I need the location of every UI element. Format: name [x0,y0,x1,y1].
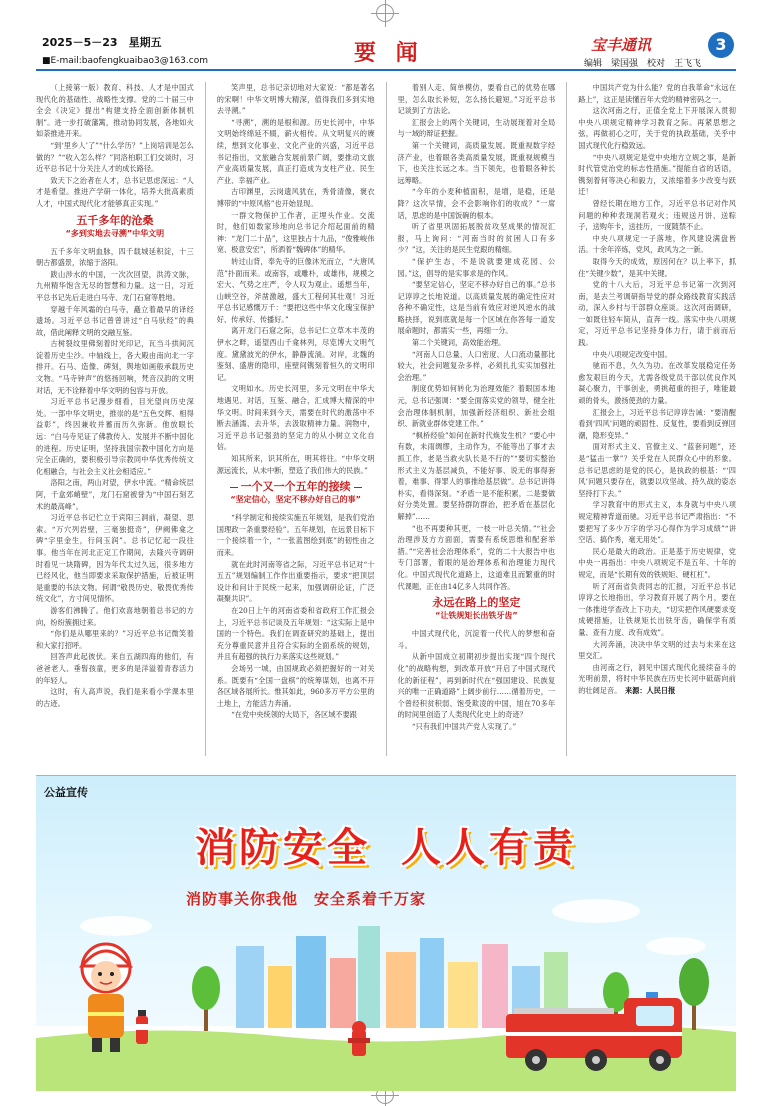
paragraph: “今年的小麦种植面积，是增，是稳，还是降？这次早情，会不会影响你们的收成？”一席话，思虑的是中国饭碗的根本。 [397,187,556,220]
newspaper-name: 宝丰通讯 [591,36,652,54]
paragraph: 这次河南之行，正值全党上下开展深入贯彻中央八项规定精神学习教育之际。再紧思想之弦，再做初心之叮，关于党的执政基础，关乎中国式现代化行稳致远。 [578,106,736,150]
section-heading-sub: “坚定信心，坚定不移办好自己的事” [230,495,361,505]
article-source: 来源：人民日报 [624,685,676,695]
paragraph: 离开龙门石窟之际，总书记仁立草木丰茂的伊水之畔，遥望西山千龛林列，尽览博大文明气度。黛黛波光的伊水，静静流淌。对岸，北魏的鉴刻、盛唐的隐印，座壁间镌刻着恒久的文明印记。 [216,326,375,382]
paragraph: 致天下之治者在人才，总书记思虑深远：“人才是希望。推进产学研一体化，培养大批高素质人才，中国式现代化才能够真正实现。” [36,175,194,208]
paragraph: 中国共产党为什么能？党的自我革命“永远在路上”，这正是读懂百年大党的精神密码之一。 [578,83,736,104]
paragraph: 由河南之行，洞见中国式现代化接续奋斗的光明前景，将时中华民族在历史长河中砥砺向前的壮阔足音。 来源：人民日报 [578,662,736,695]
header-rule [36,69,736,71]
paragraph: 听了河南省负责同志的汇报，习近平总书记谆谆之长地指出，学习教育开展了两个月，要在一体推进学查改上下功夫，“切实把作风硬要求变成硬措施，让铁规矩长出铁牙齿，确保学有质量、查有力度、改有成效”。 [578,581,736,637]
ad-headline-left: 消防安全 [195,825,371,871]
section-title: 要 闻 [354,40,424,66]
paragraph: 听了省里巩固拓展脱贫攻坚成果的情况汇报，马上询问：“河南当时的贫困人口有多少？”这，关注的是民生党跟的精细。 [397,222,556,255]
paragraph: “到‘里乡人’了”“什么学历？”上岗培训是怎么做的？”“收入怎么样？”同洛柏职工们交谈时，习近平总书记十分关注人才的成长路径。 [36,140,194,174]
column-divider [386,82,387,756]
ad-slogan: 消防事关你我他 安全系着千万家 [186,890,427,908]
section-heading-main: 永远在路上的坚定 [432,596,521,610]
paragraph: “只有我们中国共产党人实现了。” [411,721,517,731]
paragraph: 习近平总书记漫步细看，目光望向历史深处。一部中华文明史，推崇的是“五色交辉、相得益彰”，终因兼收并蓄而历久弥新。他放眼长远：“白马寺见证了佛教传入、发展并不断中国化的进程。历史证明，坚持我国宗教中国化方向是完全正确的，要积极引导宗教同中华优秀传统文化相融合，与社会主义社会相适应。” [36,397,194,476]
column-2 [217,82,375,756]
ad-tag: 公益宣传 [44,786,88,799]
paragraph: 在20日上午的河南省委和省政府工作汇报会上，习近平总书记谈及五年规划：“这实际上是中国的一个特色。我们在调查研究的基础上，提出充分尊重民意并且符合实际的全面系统的规划，并且有超强的执行力来落实这些规划。” [216,605,375,662]
paragraph: 取得今天的成效，原因何在？以上率下，抓住“关键少数”，是其中关键。 [578,256,736,278]
paragraph: 习近平总书记伫立于宾阳三洞前，凝望、思索。“万穴列岩壁，三毫独挺奇”，伊阙佛龛之碑“字里金生，行间玉润”。总书记忆起一段往事。他当年在河北正定工作期间，去隆兴寺调研时看见一块隋碑，因为年代太过久远，很多地方已经风化，他当即要求采取保护措施，后被证明是重要的书法文物。何谓“敬畏历史、敬畏优秀传统文化”，方寸间见情怀。 [36,513,194,604]
paragraph: 着别人走、简单模仿，要看自己的优势在哪里，怎么取长补短，怎么扬长避短。”习近平总书记谈到了方法论。 [397,83,556,116]
page-header [36,30,736,72]
page-number: 3 [708,32,734,58]
paragraph: （上接第一版）教育、科技、人才是中国式现代化的基础性、战略性支撑。党的二十届三中全会《决定》提出“构建支持全面创新体制机制”。进一步打破藩篱，推动协同发展，各地如火如荼推进开来。 [36,83,194,139]
paragraph: 驰而不息，久久为功。在改革发展稳定任务愈发艰巨的今天，尤需各级党员干部以优良作风凝心聚力，干事创业，勇挑超重的担子，唯能最顽的骨头，激扬使劲的力量。 [578,361,736,406]
paragraph: 学习教育中的形式主义，本身就与中央八项规定精神背道而驰。习近平总书记严肃指出：“不要把写了多少万字的学习心得作为学习成绩”“讲空话、搞作秀，毫无用处”。 [578,500,736,545]
section-heading [397,596,555,622]
section-heading-main: 一个又一个五年的接续 [217,480,375,494]
section-heading-main: 五千多年的沧桑 [76,213,154,227]
section-heading [217,480,375,506]
paragraph: 中国式现代化，沉淀着一代代人的梦想和奋斗。 [397,629,556,650]
paragraph: 一群文物保护工作者，正埋头作业。交流时，他们如数家珍地向总书记介绍起面前的精神：“龙门二十品”，这里独占十九品，“俊雅峻伟宽、极意安宏”，所洒着“魏碑体”的精华。 [216,210,375,255]
paragraph: 民心是最大的政治。正是基于历史规律，党中央一再指出：中央八项规定不是五年、十年的规定，而是“长期有效的铁规矩、硬杠杠”。 [578,546,736,579]
paragraph: 中央八项规定改变中国。 [592,349,672,359]
paragraph: “你们是从哪里来的？”习近平总书记微笑着和大家打招呼。 [36,629,194,650]
paragraph: 汇报会上的两个关键词，生动展现着对全局与一域的辩证把握。 [397,117,556,139]
fire-extinguisher-icon [136,1010,148,1044]
issue-date: 2025－5－23 星期五 [42,36,162,49]
paragraph: 会场另一城，由国规政必须把握好的一对关系。既要有“全国一盘棋”的统筹谋划，也离不开各区域各展所长。惟其如此，960多万平方公里的土地上，方能活力奔涌。 [216,663,375,708]
paragraph: 穿越千年风霜的白马寺，矗立着最早的译经遗场。习近平总书记曾曾讲过“白马驮经”的典故，借此阐释文明的交融互鉴。 [36,304,194,337]
paragraph: 大河奔涌，决决中华文明的过去与未来在这里交汇。 [578,639,736,661]
section-heading-sub: “让铁规矩长出铁牙齿” [435,611,518,621]
paragraph: “中央八项规定是党中央地方立规之事，是新时代管党治党的标志性措施。”提能自省的话语，镌刻着何等决心和毅力，又浓缩着多少改变与跃迁！ [578,152,736,197]
paragraph: “保护生态，不是说就要建成花园、公园。”这，倡导的是实事求是的作风。 [397,256,556,278]
paragraph: 转过山背，奉先寺的巨像沐光而立，“大唐风范”扑面而来。或南容，或雕朴，或雄伟，规模之宏大、气势之庄严，令人叹为观止。遥想当年，山峡空谷，斧凿激越，盛大工程何其壮观！习近平总书记感慨万千：“要把这些中华文化瑰宝保护好、传承好、传播好。” [216,256,375,324]
column-divider [205,82,206,756]
ad-headline-right: 人人有责 [401,825,577,871]
editor-credits: 编辑 梁国强 校对 王飞飞 [584,59,702,69]
paragraph: “要坚定信心，坚定不移办好自己的事。”总书记谆谆之长地说道。以高质量发展的确定性应对各种不确定性，这是当前有效应对逆风逆水的战略抉择，说到底就是每一个区域在你答每一道发展命题时，都需实一些，再细一分。 [397,280,556,336]
public-service-ad [36,775,736,1091]
paragraph: 五千多年文明血脉，四千载城延积淀，十三朝古都盛景，浓缩于洛阳。 [36,246,194,268]
paragraph: 这时，有人高声说，我们是来看小学课本里的古迹。 [36,687,194,708]
section-heading-sub: “多到实地去寻溯”中华文明 [65,228,165,238]
registration-mark-top [376,4,394,22]
paragraph: 就在此时河南等省之际，习近平总书记对“十五五”规划编制工作作出重要指示，要求“把顶层设计和问计于民统一起来，加强调研论证，广泛凝聚共识”。 [216,559,375,604]
column-3 [397,82,555,756]
paragraph: 曾经长期在地方工作，习近平总书记对作风问题的种种表现洞若观火；违规送月饼、送粽子，送购年卡，送挂历，一度随禁不止。 [578,198,736,232]
ad-headline [36,816,736,873]
paragraph: “科学制定和接续实施五年规划，是我们党治国理政一条重要经验”。五年规划，在远景目标下一个接续着一个，“一张蓝图绘到底”的韧性由之而来。 [216,513,375,557]
column-divider [566,82,567,756]
paragraph: 古树裂纹里佛刻着时光印记，瓦当斗拱间沉淀着历史尘沙。中轴线上，各大殿由南向北一字排开。石马、造像、碑刻，舆地如画般承载历史文物。“马寺钟声”的悠扬回响，梵音汉韵的文明对话，无不诠释着中华文明的包容与开放。 [36,339,194,395]
section-heading [36,214,194,240]
paragraph: 知其所来，识其所在，明其将往。“中华文明源远流长，从未中断，塑造了我们伟大的民族。” [216,454,375,475]
paragraph: 中央八项规定一子落地，作风建设满盘皆活。十余年淬炼，党风，政风为之一新。 [578,233,736,255]
paragraph: 跋山涉水的中国，一次次回望，洪涛文脉，九州精华饱含无尽的智慧和力量。这一日，习近平总书记先后走进白马寺、龙门石窟等胜地。 [36,269,194,302]
paragraph: 制度优势如何转化为治理效能？着眼国本地元，总书记强调：“要全面落实党的领导，健全社会治理体制机制，加强新经济组织、新社会组织、新就业群体党建工作。” [397,384,556,429]
paragraph: “也不再要种其更，一枝一叶总关情。”“社会治理涉及方方面面，需要有系统思维和配套举措。”“完善社会治理体系”，党的二十大报告中也专门部署，着眼的是治理体系和治理能力现代化。中国式现代化道路上，这道难且而繁重的时代课题，正在由14亿多人共同作答。 [397,523,556,591]
column-4 [578,82,736,756]
contact-email: ■E-mail:baofengkuaibao3@163.com [42,56,208,66]
paragraph: “在党中央统领的大局下，各区域不要跟 [231,710,357,720]
paragraph: “河南人口总量、人口密度、人口流动量都比较大，社会问题复杂多样，必须扎扎实实加强社会治理。” [397,349,556,382]
paragraph: “枫桥经验”如何在新时代焕发生机？“要心中有数，未雨绸缪，主动作为，不能等出了事才去抓工作，老是当救火队长是不行的”“要切实整治形式主义为基层减负，不能好事、说无的事得套着，难事、得罪人的事推给基层做”。总书记讲得朴实，看得深刻。“矛盾一是不能积累，二是要做好分类处置。要坚持群防群治，把矛盾在基层化解掉”…… [397,430,556,521]
paragraph: 从新中国成立初期初步提出实现“四个现代化”的战略构想，到改革开放“开启了中国式现代化的新征程”，再到新时代在“强国建设、民族复兴的唯一正确道路”上阔步前行……循着历史，一个曾经积贫积弱、饱受欺凌的中国，旭在70多年的时间里创造了人类现代化史上的奇迹？ [397,652,556,720]
paragraph: 党的十八大后，习近平总书记第一次到河南，是去兰考调研指导党的群众路线教育实践活动，深入乡村与干部群众座谈。这次河南调研，一如既往轻车简从，直奔一线。落实中央八项规定，习近平总书记坚持身体力行，请于前而后践。 [578,280,736,348]
paragraph: 笑声里，总书记亲切地对大家说：“都是著名的宋啊！中华文明博大精深，值得我们多到实地去寻溯。” [216,83,375,116]
paragraph: 汇报会上，习近平总书记谆谆告诫：“要清醒看到‘四风’问题的顽固性、反复性，要看到反弹回潮，隐形变异。” [578,407,736,440]
paragraph: 古印渊里，云岗遗风犹在，秀骨清像，褒衣博带的“中原风格”也开始显现。 [216,187,375,208]
paragraph: 面对形式主义、官僚主义、“蓝套问题”，还是“猛击一掌”？关乎党在人民群众心中的形象。总书记思虑的是党的民心，是执政的根基：“‘四风’问题只要存在，就要以攻坚战、持久战的姿态坚持打下去。” [578,442,736,498]
paragraph: 文明如水。历史长河里，多元文明在中华大地遇见、对话，互鉴、融合，汇成博大精深的中华文明。时间来到今天，需要在时代的激荡中不断去涵濡、去升华，去汲取精神力量。润物中，习近平总书记强劲的坚定力的从小树立文化自信。 [216,384,375,452]
article-body [36,82,736,756]
paragraph: 第一个关键词，高质量发展。既重视数字经济产业，也着眼各类高质量发展，既重视规模当下，也关注长远之本。当下领先，也着眼各种长远筹略。 [397,140,556,185]
paragraph: 第二个关键词，高效能治理。 [411,338,506,348]
paragraph: 洛阳之南，两山对望，伊水中流。“精命统层阿，千盒郊峭壁”，龙门石窟被誉为“中国石刻艺术的最高峰”。 [36,478,194,511]
column-1 [36,82,194,756]
paragraph: 游客们沸腾了。他们欢喜地朝着总书记的方向，纷纷簇拥过来。 [36,605,194,627]
paragraph: “寻溯”，溯的是根和源。历史长河中，中华文明始终绵延不辍，薪火相传。从文明复兴的赓续，想到文化事业、文化产业的兴盛，习近平总书记指出，文旅融合发展前景广阔，要推动文旅产业高质量发展，真正打造成为支柱产业、民生产业、幸福产业。 [216,117,375,185]
paragraph: 回答声此起彼伏。来自五湖四海的他们，有爸爸老人、垂髫孩童，更多的是洋溢着青春活力的年轻人。 [36,652,194,685]
